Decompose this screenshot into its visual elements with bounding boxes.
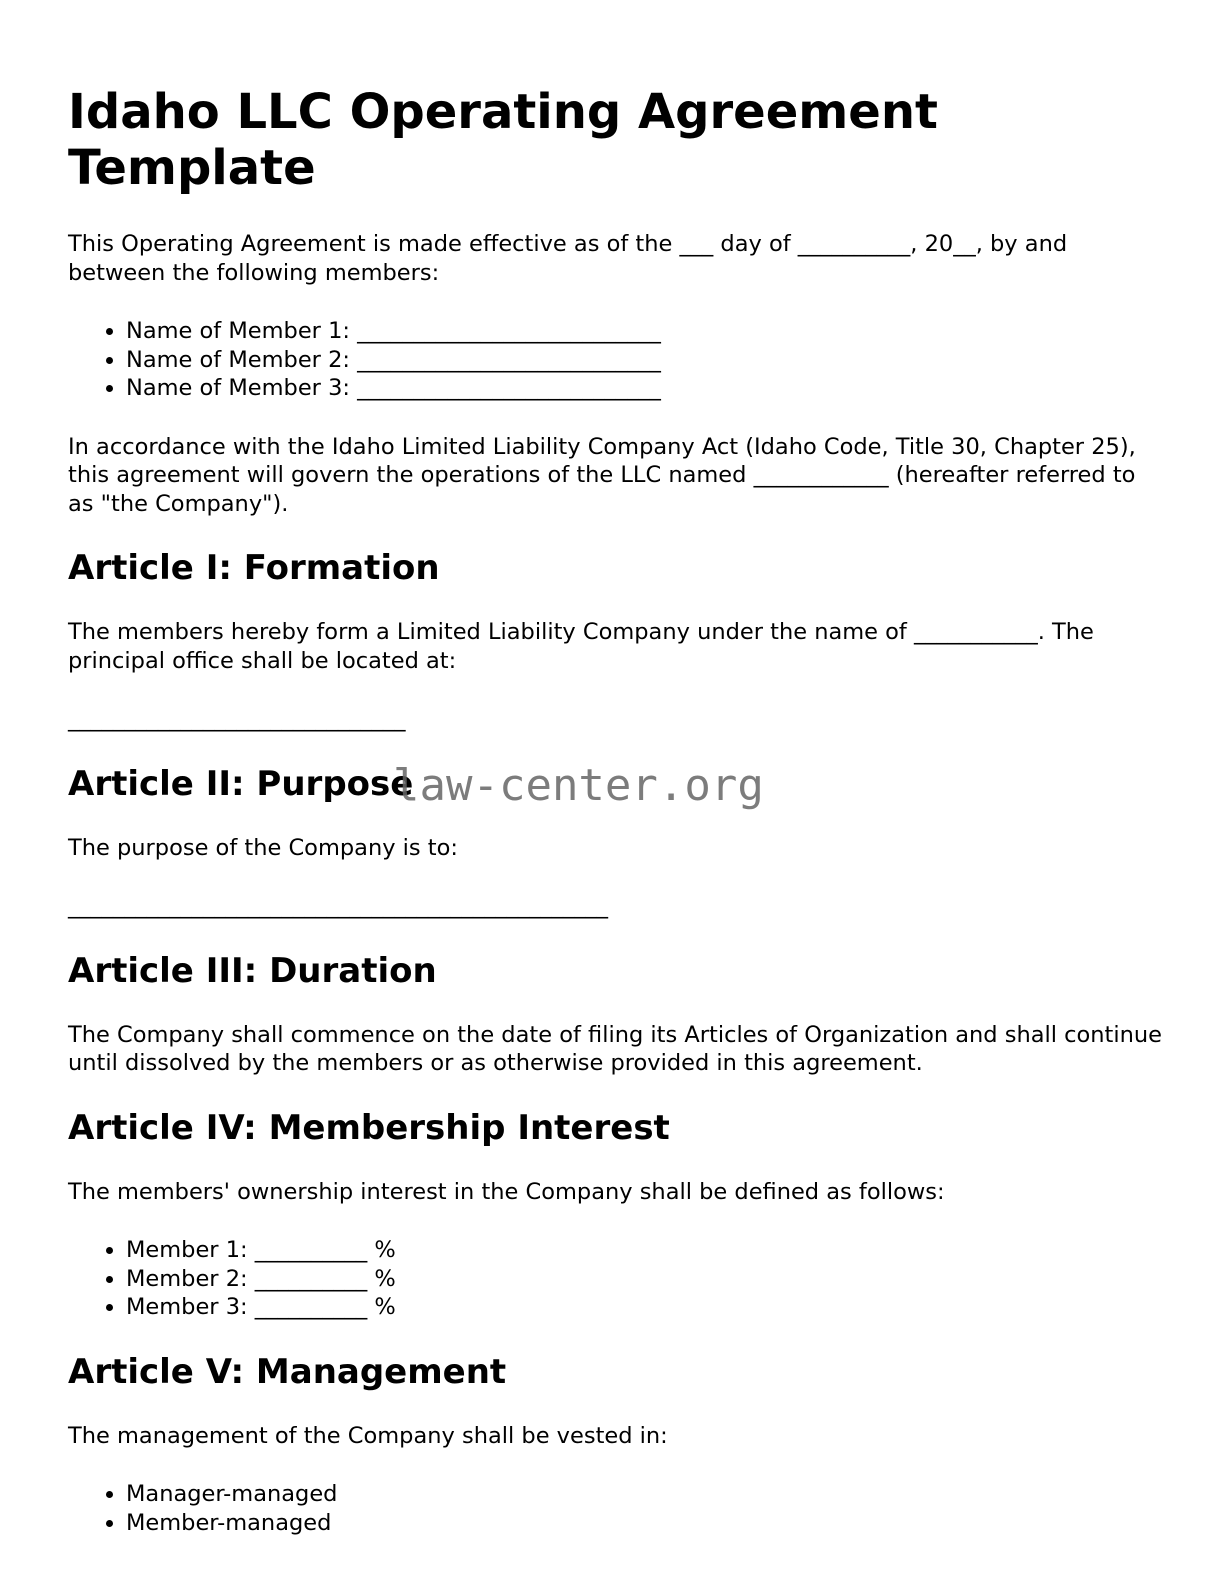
article-4-heading: Article IV: Membership Interest (68, 1107, 670, 1148)
article-5-text: The management of the Company shall be vested in: (68, 1422, 668, 1449)
document-title: Idaho LLC Operating Agreement Template (68, 84, 938, 196)
list-item: • Manager-managed (126, 1480, 1168, 1509)
article-4-text: The members' ownership interest in the Company shall be defined as follows: (68, 1178, 945, 1205)
list-item: • Name of Member 1: ___________________________ (126, 317, 1168, 346)
article-3-heading: Article III: Duration (68, 950, 437, 991)
article-1-text: The members hereby form a Limited Liability Company under the name of ___________. The principal office shall be located at: (68, 619, 1094, 674)
document-page (68, 84, 1168, 1567)
management-list (68, 1480, 1168, 1537)
article-2-heading: Article II: Purpose (68, 763, 414, 804)
article-2-text: The purpose of the Company is to: (68, 834, 458, 861)
members-list (68, 317, 1168, 403)
article-1-heading: Article I: Formation (68, 548, 440, 588)
list-item: • Member-managed (126, 1509, 1168, 1538)
list-item: • Member 2: __________ % (126, 1265, 1168, 1294)
purpose-blank: ________________________________________________ (68, 893, 608, 919)
article-5-heading: Article V: Management (68, 1351, 507, 1392)
list-item: • Member 1: __________ % (126, 1236, 1168, 1265)
list-item: • Member 3: __________ % (126, 1293, 1168, 1322)
article-3-text: The Company shall commence on the date of filing its Articles of Organization and shall continue until dissolved by the members or as otherwise provided in this agreement. (68, 1021, 1162, 1076)
office-address-blank: ______________________________ (68, 706, 406, 732)
list-item: • Name of Member 2: ___________________________ (126, 346, 1168, 375)
accordance-paragraph: In accordance with the Idaho Limited Liability Company Act (Idaho Code, Title 30, Chapter 25), this agreement will govern the operations of the LLC named ____________ (hereafter referred to as "the Company"). (68, 433, 1136, 517)
list-item: • Name of Member 3: ___________________________ (126, 374, 1168, 403)
ownership-list (68, 1236, 1168, 1322)
watermark: law-center.org (393, 760, 764, 811)
intro-paragraph: This Operating Agreement is made effective as of the ___ day of __________, 20__, by and between the following members: (68, 231, 1068, 286)
